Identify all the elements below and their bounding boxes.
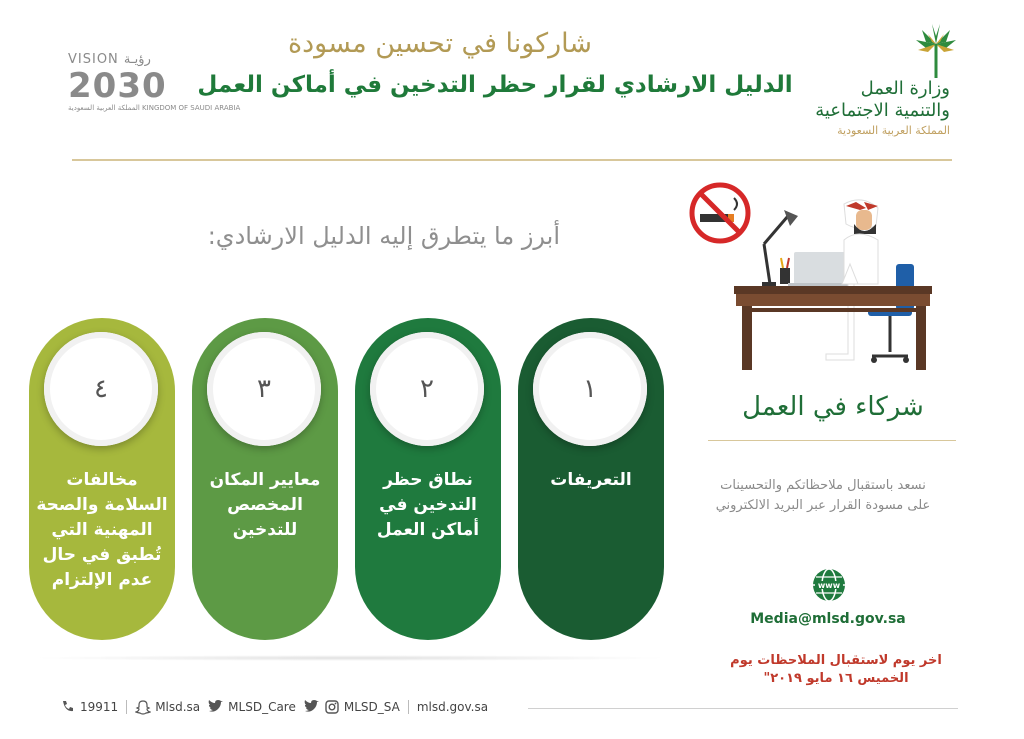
footer-divider [528, 708, 958, 709]
deadline-text [716, 652, 956, 688]
footer-twitter-care[interactable] [208, 699, 296, 715]
header-divider [72, 159, 952, 161]
partners-heading: شركاء في العمل [742, 392, 924, 422]
topic-card-1 [518, 318, 664, 640]
header-title-line2: الدليل الارشادي لقرار حظر التدخين في أماكن العمل [197, 72, 793, 98]
phone-icon [60, 699, 76, 715]
cards-shadow [30, 655, 670, 661]
topic-label-2: نطاق حظر التدخين في أماكن العمل [376, 470, 480, 540]
topic-label-3: معايير المكان المخصص للتدخين [209, 470, 321, 540]
topic-number-1: ١ [533, 332, 647, 446]
vision-year: 2030 [68, 66, 167, 106]
footer-snapchat-text: Mlsd.sa [155, 700, 201, 714]
no-smoking-icon [692, 185, 748, 241]
twitter-icon [208, 699, 224, 715]
footer-contacts [60, 697, 496, 717]
ministry-name [800, 78, 950, 137]
footer-separator [408, 700, 409, 714]
footer-twitter-care-text: MLSD_Care [228, 700, 296, 714]
topic-label-1: التعريفات [550, 470, 632, 490]
email-link[interactable]: Media@mlsd.gov.sa [750, 611, 906, 627]
twitter-icon [304, 699, 320, 715]
deadline-line2: الخميس ١٦ مايو ٢٠١٩" [763, 671, 909, 686]
footer-website[interactable] [417, 700, 488, 714]
topics-title: أبرز ما يتطرق إليه الدليل الارشادي: [207, 222, 560, 250]
topic-number-2: ٢ [370, 332, 484, 446]
topic-card-3 [192, 318, 338, 640]
ministry-name-line2: والتنمية الاجتماعية [815, 100, 950, 121]
ministry-palm-logo-icon [912, 22, 960, 80]
topic-card-4 [29, 318, 175, 640]
snapchat-icon [135, 699, 151, 715]
ministry-name-line1: وزارة العمل [860, 78, 950, 99]
topic-number-4: ٤ [44, 332, 158, 446]
footer-separator [126, 700, 127, 714]
svg-text:www: www [817, 581, 841, 590]
topic-number-3: ٣ [207, 332, 321, 446]
footer-social-sa[interactable] [304, 699, 400, 715]
deadline-line1: اخر يوم لاستقبال الملاحظات يوم [730, 653, 942, 668]
header-title-line1: شاركونا في تحسين مسودة [288, 28, 592, 59]
footer-phone-text: 19911 [80, 700, 119, 714]
ministry-country: المملكة العربية السعودية [837, 124, 950, 137]
invite-text: نسعد باستقبال ملاحظاتكم والتحسينات على مسودة القرار عبر البريد الالكتروني [715, 478, 931, 513]
instagram-icon [324, 699, 340, 715]
footer-website-text: mlsd.gov.sa [416, 700, 489, 714]
panel-divider [708, 440, 956, 441]
footer-phone[interactable] [60, 699, 118, 715]
footer-snapchat[interactable] [135, 699, 200, 715]
vision-label: VISION رؤيـة [68, 52, 151, 67]
vision-2030-logo [68, 52, 241, 124]
www-globe-icon [812, 568, 846, 602]
office-worker-illustration [688, 180, 938, 380]
vision-sub: المملكة العربية السعودية KINGDOM OF SAUDI ARABIA [68, 104, 241, 112]
topic-label-4: مخالفات السلامة والصحة المهنية التي تُطبق في حال عدم الإلتزام [36, 470, 168, 590]
footer-social-sa-text: MLSD_SA [343, 700, 400, 714]
topic-card-2 [355, 318, 501, 640]
